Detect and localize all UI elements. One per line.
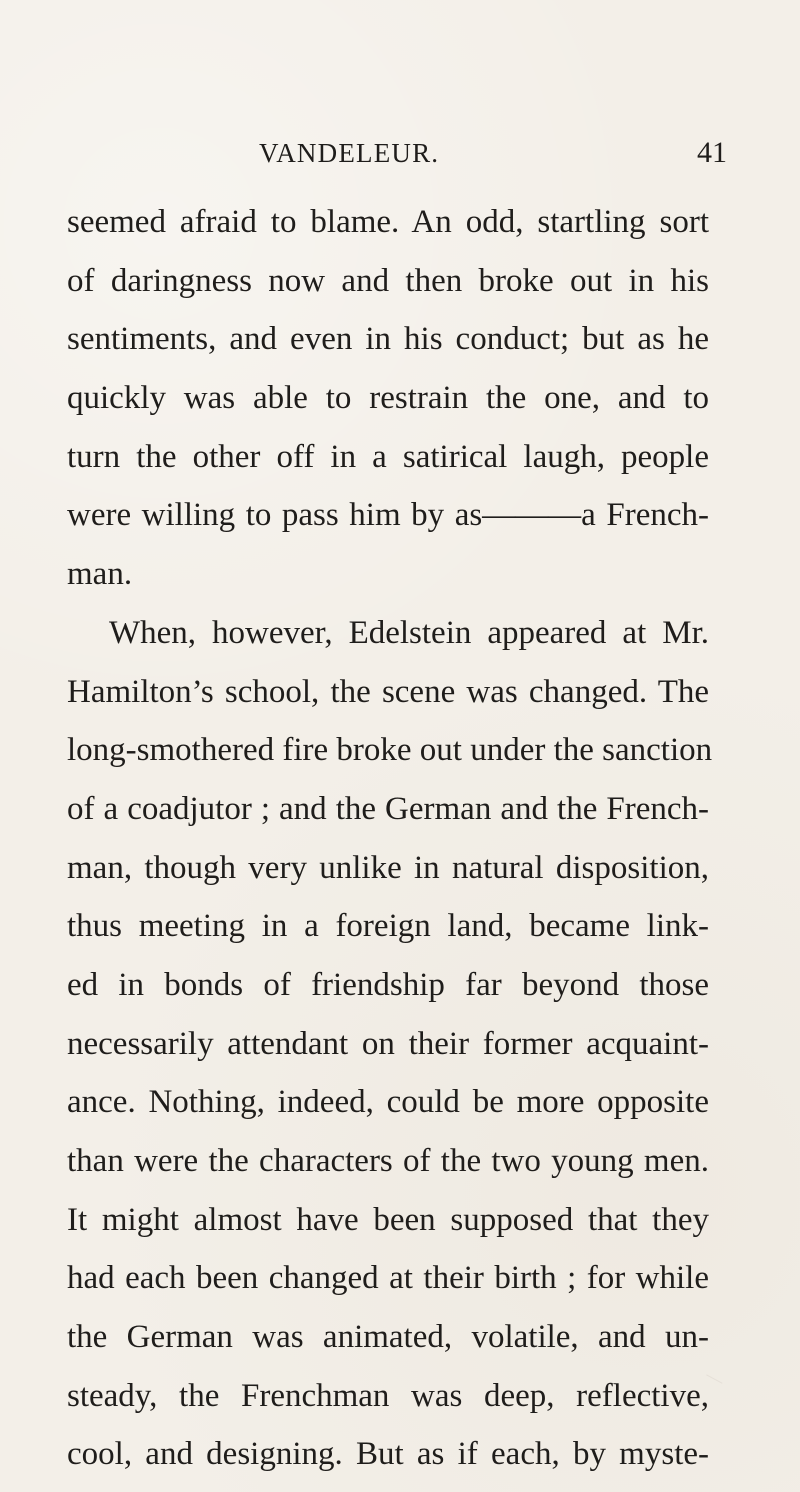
text-line: man. bbox=[67, 556, 133, 593]
text-line: Hamilton’s school, the scene was changed. The bbox=[67, 673, 709, 710]
text-line: quickly was able to restrain the one, and to bbox=[67, 380, 709, 417]
body-text bbox=[67, 193, 713, 1484]
text-line: necessarily attendant on their former acquaint- bbox=[67, 1025, 709, 1062]
text-line: cool, and designing. But as if each, by myste- bbox=[67, 1436, 709, 1473]
text-line: had each been changed at their birth ; for while bbox=[67, 1260, 709, 1297]
text-line: sentiments, and even in his conduct; but as he bbox=[67, 321, 709, 358]
text-line: steady, the Frenchman was deep, reflective, bbox=[67, 1377, 709, 1414]
text-line: than were the characters of the two young men. bbox=[67, 1143, 709, 1179]
text-line: thus meeting in a foreign land, became link- bbox=[67, 908, 709, 945]
text-line: the German was animated, volatile, and un- bbox=[67, 1319, 709, 1356]
text-line: of a coadjutor ; and the German and the French- bbox=[67, 790, 709, 827]
text-line: ance. Nothing, indeed, could be more opposite bbox=[67, 1084, 709, 1121]
text-line: man, though very unlike in natural disposition, bbox=[67, 849, 709, 886]
text-line: When, however, Edelstein appeared at Mr. bbox=[109, 614, 709, 651]
running-head: VANDELEUR. bbox=[259, 138, 440, 168]
page-header bbox=[0, 138, 800, 178]
text-line: ed in bonds of friendship far beyond those bbox=[67, 966, 709, 1003]
text-line: of daringness now and then broke out in his bbox=[67, 262, 709, 299]
text-line: were willing to pass him by as———a French- bbox=[67, 497, 709, 534]
text-line: turn the other off in a satirical laugh, people bbox=[67, 438, 709, 475]
text-line: long-smothered fire broke out under the sanction bbox=[67, 732, 713, 769]
text-line: seemed afraid to blame. An odd, startling sort bbox=[67, 204, 709, 240]
text-line: It might almost have been supposed that they bbox=[67, 1201, 709, 1238]
page-number: 41 bbox=[697, 136, 727, 169]
